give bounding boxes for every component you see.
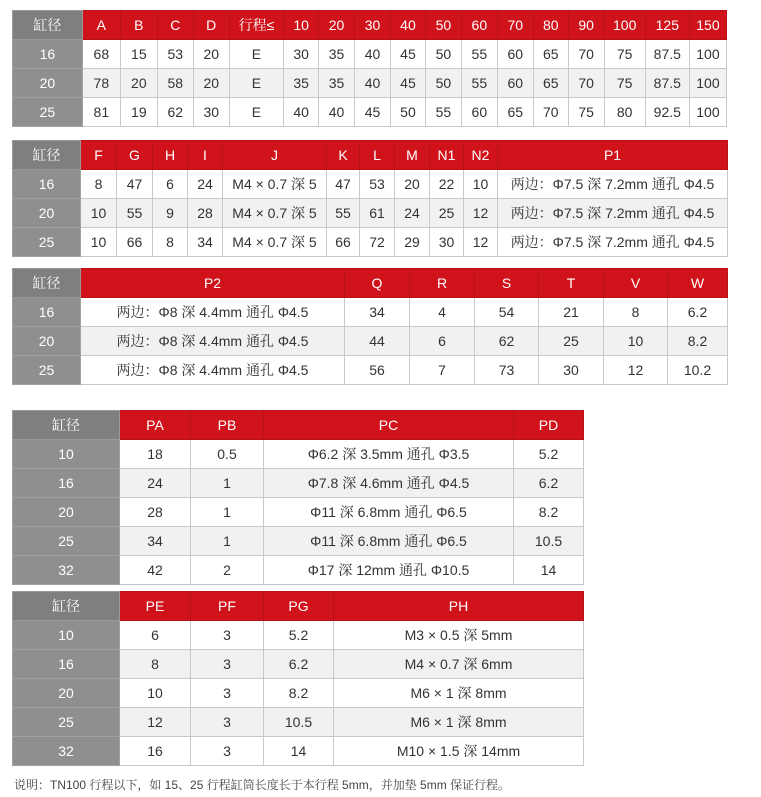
header-cell: C <box>157 11 193 40</box>
table-cell: 81 <box>82 98 120 127</box>
table-cell: 60 <box>497 69 533 98</box>
dimension-table-1 <box>12 10 727 127</box>
row-header-cell: 20 <box>13 327 81 356</box>
table-cell: 35 <box>284 69 319 98</box>
table-cell: 75 <box>604 69 645 98</box>
row-header-cell: 20 <box>13 498 120 527</box>
header-cell: S <box>475 269 539 298</box>
header-cell: PH <box>334 592 584 621</box>
row-header-cell: 32 <box>13 737 120 766</box>
header-cell: PG <box>264 592 334 621</box>
table-cell: 62 <box>157 98 193 127</box>
table-cell: 35 <box>319 69 355 98</box>
table-cell: 6 <box>153 170 188 199</box>
table-cell: 10.5 <box>264 708 334 737</box>
header-cell: J <box>223 141 327 170</box>
row-header-cell: 32 <box>13 556 120 585</box>
table-cell: 两边：Φ7.5 深 7.2mm 通孔 Φ4.5 <box>498 170 728 199</box>
table-cell: 30 <box>284 40 319 69</box>
table-cell: 20 <box>193 69 229 98</box>
table-cell: 55 <box>461 40 497 69</box>
table-cell: 100 <box>689 69 726 98</box>
header-cell: G <box>117 141 153 170</box>
table-cell: 8.2 <box>264 679 334 708</box>
table-cell: 40 <box>355 69 391 98</box>
table-cell: 10 <box>81 199 117 228</box>
header-cell: 80 <box>533 11 568 40</box>
table-cell: 66 <box>117 228 153 257</box>
table-cell: 78 <box>82 69 120 98</box>
table-cell: 55 <box>425 98 461 127</box>
table-cell: 8 <box>604 298 668 327</box>
table-cell: 50 <box>425 69 461 98</box>
table-cell: 8 <box>120 650 191 679</box>
table-cell: 29 <box>395 228 430 257</box>
table-cell: 两边：Φ8 深 4.4mm 通孔 Φ4.5 <box>81 327 345 356</box>
table-cell: 12 <box>120 708 191 737</box>
table-cell: 25 <box>430 199 464 228</box>
dimension-table-3 <box>12 268 728 385</box>
table-row <box>13 170 728 199</box>
table-cell: Φ11 深 6.8mm 通孔 Φ6.5 <box>264 527 514 556</box>
table-row <box>13 469 584 498</box>
table-cell: 18 <box>120 440 191 469</box>
table-cell: 3 <box>191 621 264 650</box>
row-header-cell: 16 <box>13 469 120 498</box>
table-cell: 45 <box>355 98 391 127</box>
header-cell: PA <box>120 411 191 440</box>
table-cell: M4 × 0.7 深 5 <box>223 170 327 199</box>
row-header-cell: 25 <box>13 228 81 257</box>
table-cell: 66 <box>327 228 360 257</box>
header-cell: PB <box>191 411 264 440</box>
table-cell: 47 <box>327 170 360 199</box>
table-cell: 28 <box>120 498 191 527</box>
table-cell: 6 <box>410 327 475 356</box>
header-cell: 50 <box>425 11 461 40</box>
table-row <box>13 298 728 327</box>
table-cell: 10 <box>81 228 117 257</box>
table-cell: 12 <box>604 356 668 385</box>
table-cell: 2 <box>191 556 264 585</box>
table-cell: 70 <box>533 98 568 127</box>
table-cell: M10 × 1.5 深 14mm <box>334 737 584 766</box>
table-cell: Φ17 深 12mm 通孔 Φ10.5 <box>264 556 514 585</box>
dimension-table-5 <box>12 591 584 766</box>
header-cell: Q <box>345 269 410 298</box>
table-cell: 10.2 <box>668 356 728 385</box>
table-cell: 两边：Φ8 深 4.4mm 通孔 Φ4.5 <box>81 356 345 385</box>
table-cell: 24 <box>120 469 191 498</box>
header-cell: 缸径 <box>13 592 120 621</box>
table-cell: 68 <box>82 40 120 69</box>
table-cell: 42 <box>120 556 191 585</box>
table-cell: 87.5 <box>645 40 689 69</box>
header-cell: D <box>193 11 229 40</box>
table-header-row <box>13 592 584 621</box>
header-cell: PC <box>264 411 514 440</box>
header-cell: T <box>539 269 604 298</box>
header-cell: 125 <box>645 11 689 40</box>
table-cell: 45 <box>390 40 425 69</box>
table-cell: 72 <box>360 228 395 257</box>
table-cell: 30 <box>430 228 464 257</box>
table-cell: 20 <box>120 69 157 98</box>
header-cell: N1 <box>430 141 464 170</box>
table-cell: 3 <box>191 650 264 679</box>
header-cell: M <box>395 141 430 170</box>
header-cell: L <box>360 141 395 170</box>
header-cell: W <box>668 269 728 298</box>
row-header-cell: 25 <box>13 708 120 737</box>
table-cell: 75 <box>568 98 604 127</box>
table-cell: 25 <box>539 327 604 356</box>
table-cell: Φ6.2 深 3.5mm 通孔 Φ3.5 <box>264 440 514 469</box>
table-cell: 16 <box>120 737 191 766</box>
table-header-row <box>13 141 728 170</box>
table-cell: 7 <box>410 356 475 385</box>
row-header-cell: 20 <box>13 199 81 228</box>
table-row <box>13 556 584 585</box>
table-cell: 92.5 <box>645 98 689 127</box>
table-cell: 53 <box>360 170 395 199</box>
table-cell: 19 <box>120 98 157 127</box>
header-cell: P1 <box>498 141 728 170</box>
table-cell: M3 × 0.5 深 5mm <box>334 621 584 650</box>
table-cell: 两边：Φ8 深 4.4mm 通孔 Φ4.5 <box>81 298 345 327</box>
table-row <box>13 356 728 385</box>
header-cell: PE <box>120 592 191 621</box>
header-cell: N2 <box>464 141 498 170</box>
table-cell: 12 <box>464 199 498 228</box>
header-cell: 90 <box>568 11 604 40</box>
table-row <box>13 708 584 737</box>
table-cell: 55 <box>117 199 153 228</box>
row-header-cell: 25 <box>13 356 81 385</box>
table-cell: 47 <box>117 170 153 199</box>
table-cell: 65 <box>533 69 568 98</box>
table-row <box>13 527 584 556</box>
table-cell: 61 <box>360 199 395 228</box>
table-cell: 8 <box>153 228 188 257</box>
header-cell: PD <box>514 411 584 440</box>
table-cell: 5.2 <box>514 440 584 469</box>
table-cell: 70 <box>568 40 604 69</box>
table-cell: 50 <box>390 98 425 127</box>
table-cell: 87.5 <box>645 69 689 98</box>
table-cell: 58 <box>157 69 193 98</box>
table-cell: 55 <box>327 199 360 228</box>
table-cell: Φ11 深 6.8mm 通孔 Φ6.5 <box>264 498 514 527</box>
table-cell: 40 <box>319 98 355 127</box>
header-cell: 30 <box>355 11 391 40</box>
table-cell: 40 <box>284 98 319 127</box>
table-cell: 3 <box>191 737 264 766</box>
table-cell: 10.5 <box>514 527 584 556</box>
table-cell: 4 <box>410 298 475 327</box>
table-cell: 8.2 <box>514 498 584 527</box>
table-cell: 1 <box>191 527 264 556</box>
table-cell: 20 <box>193 40 229 69</box>
table-cell: 73 <box>475 356 539 385</box>
table-cell: 14 <box>264 737 334 766</box>
table-cell: 35 <box>319 40 355 69</box>
row-header-cell: 10 <box>13 621 120 650</box>
table-cell: 30 <box>539 356 604 385</box>
table-cell: 55 <box>461 69 497 98</box>
table-row <box>13 621 584 650</box>
table-cell: 12 <box>464 228 498 257</box>
table-cell: 5.2 <box>264 621 334 650</box>
table-row <box>13 40 727 69</box>
table-cell: 100 <box>689 40 726 69</box>
header-cell: 70 <box>497 11 533 40</box>
table-row <box>13 650 584 679</box>
table-cell: E <box>229 69 283 98</box>
table-cell: 10 <box>604 327 668 356</box>
table-cell: 6.2 <box>264 650 334 679</box>
table-cell: 两边：Φ7.5 深 7.2mm 通孔 Φ4.5 <box>498 228 728 257</box>
table-cell: 3 <box>191 708 264 737</box>
table-cell: 3 <box>191 679 264 708</box>
table-row <box>13 69 727 98</box>
header-cell: B <box>120 11 157 40</box>
row-header-cell: 16 <box>13 650 120 679</box>
header-cell: K <box>327 141 360 170</box>
footnote: 说明：TN100 行程以下，如 15、25 行程缸筒长度长于本行程 5mm，并加垫 5mm 保证行程。 <box>14 778 511 792</box>
table-cell: 50 <box>425 40 461 69</box>
header-cell: PF <box>191 592 264 621</box>
header-cell: 150 <box>689 11 726 40</box>
header-cell: R <box>410 269 475 298</box>
table-cell: 54 <box>475 298 539 327</box>
table-cell: 65 <box>497 98 533 127</box>
row-header-cell: 20 <box>13 679 120 708</box>
table-row <box>13 679 584 708</box>
table-cell: 1 <box>191 498 264 527</box>
table-cell: M4 × 0.7 深 5 <box>223 199 327 228</box>
header-cell: 40 <box>390 11 425 40</box>
header-cell: P2 <box>81 269 345 298</box>
header-cell: 60 <box>461 11 497 40</box>
table-cell: 75 <box>604 40 645 69</box>
header-cell: 缸径 <box>13 141 81 170</box>
table-cell: 60 <box>461 98 497 127</box>
header-cell: A <box>82 11 120 40</box>
table-cell: E <box>229 40 283 69</box>
row-header-cell: 25 <box>13 98 83 127</box>
dimension-table-4 <box>12 410 584 585</box>
table-cell: 6.2 <box>668 298 728 327</box>
table-cell: 100 <box>689 98 726 127</box>
table-cell: E <box>229 98 283 127</box>
table-cell: M4 × 0.7 深 6mm <box>334 650 584 679</box>
header-cell: 行程≤ <box>229 11 283 40</box>
table-cell: 34 <box>188 228 223 257</box>
table-cell: Φ7.8 深 4.6mm 通孔 Φ4.5 <box>264 469 514 498</box>
header-cell: H <box>153 141 188 170</box>
table-cell: 8 <box>81 170 117 199</box>
table-row <box>13 498 584 527</box>
row-header-cell: 10 <box>13 440 120 469</box>
table-cell: 6.2 <box>514 469 584 498</box>
header-cell: I <box>188 141 223 170</box>
row-header-cell: 16 <box>13 170 81 199</box>
table-cell: M6 × 1 深 8mm <box>334 708 584 737</box>
table-cell: 40 <box>355 40 391 69</box>
table-cell: 两边：Φ7.5 深 7.2mm 通孔 Φ4.5 <box>498 199 728 228</box>
table-row <box>13 228 728 257</box>
row-header-cell: 25 <box>13 527 120 556</box>
table-row <box>13 98 727 127</box>
table-header-row <box>13 411 584 440</box>
table-cell: 10 <box>464 170 498 199</box>
table-cell: 8.2 <box>668 327 728 356</box>
table-cell: 28 <box>188 199 223 228</box>
header-cell: 100 <box>604 11 645 40</box>
table-row <box>13 199 728 228</box>
table-cell: 60 <box>497 40 533 69</box>
dimension-table-2 <box>12 140 728 257</box>
table-cell: 22 <box>430 170 464 199</box>
table-cell: 53 <box>157 40 193 69</box>
row-header-cell: 20 <box>13 69 83 98</box>
table-cell: 44 <box>345 327 410 356</box>
table-cell: 45 <box>390 69 425 98</box>
table-cell: 65 <box>533 40 568 69</box>
table-cell: 1 <box>191 469 264 498</box>
table-header-row <box>13 269 728 298</box>
table-row <box>13 327 728 356</box>
table-cell: 15 <box>120 40 157 69</box>
header-cell: 缸径 <box>13 11 83 40</box>
table-cell: 9 <box>153 199 188 228</box>
header-cell: 缸径 <box>13 269 81 298</box>
table-row <box>13 737 584 766</box>
table-cell: 20 <box>395 170 430 199</box>
table-cell: 14 <box>514 556 584 585</box>
table-cell: 30 <box>193 98 229 127</box>
table-cell: 0.5 <box>191 440 264 469</box>
header-cell: 20 <box>319 11 355 40</box>
header-cell: F <box>81 141 117 170</box>
header-cell: V <box>604 269 668 298</box>
table-cell: 6 <box>120 621 191 650</box>
table-cell: 56 <box>345 356 410 385</box>
table-cell: 80 <box>604 98 645 127</box>
table-cell: M4 × 0.7 深 5 <box>223 228 327 257</box>
table-cell: 21 <box>539 298 604 327</box>
table-cell: 24 <box>188 170 223 199</box>
table-cell: 34 <box>345 298 410 327</box>
table-cell: 34 <box>120 527 191 556</box>
table-cell: M6 × 1 深 8mm <box>334 679 584 708</box>
header-cell: 缸径 <box>13 411 120 440</box>
table-cell: 70 <box>568 69 604 98</box>
table-row <box>13 440 584 469</box>
row-header-cell: 16 <box>13 298 81 327</box>
row-header-cell: 16 <box>13 40 83 69</box>
table-header-row <box>13 11 727 40</box>
table-cell: 24 <box>395 199 430 228</box>
table-cell: 10 <box>120 679 191 708</box>
header-cell: 10 <box>284 11 319 40</box>
table-cell: 62 <box>475 327 539 356</box>
